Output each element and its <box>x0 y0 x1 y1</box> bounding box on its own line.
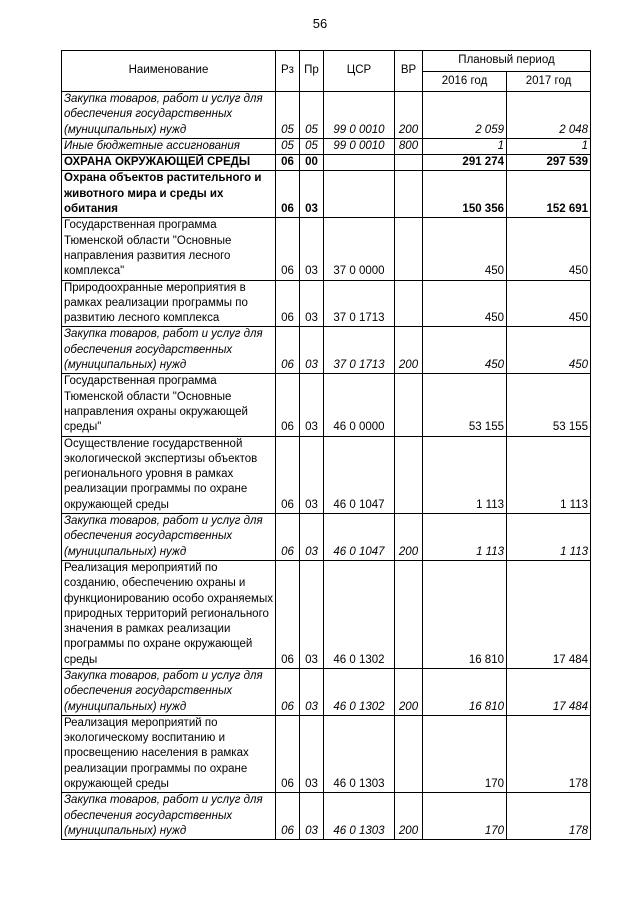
cell-csr: 46 0 1302 <box>324 560 395 668</box>
table-row <box>62 327 591 374</box>
cell-name: Государственная программа Тюменской области "Основные направления охраны окружающей среды" <box>62 374 276 436</box>
table-row <box>62 793 591 840</box>
header-csr: ЦСР <box>324 51 395 92</box>
cell-2017: 152 691 <box>507 171 591 218</box>
header-name: Наименование <box>62 51 276 92</box>
cell-2017: 450 <box>507 327 591 374</box>
cell-2017: 297 539 <box>507 155 591 171</box>
cell-vr <box>395 436 423 513</box>
cell-vr <box>395 155 423 171</box>
cell-2016: 150 356 <box>423 171 507 218</box>
cell-2016: 450 <box>423 327 507 374</box>
cell-csr <box>324 171 395 218</box>
cell-2017: 53 155 <box>507 374 591 436</box>
cell-vr <box>395 715 423 792</box>
table-row <box>62 560 591 668</box>
cell-csr: 99 0 0010 <box>324 92 395 139</box>
cell-vr <box>395 171 423 218</box>
cell-name: Закупка товаров, работ и услуг для обеспечения государственных (муниципальных) нужд <box>62 514 276 561</box>
cell-csr: 37 0 0000 <box>324 218 395 280</box>
cell-pr: 03 <box>300 280 324 327</box>
cell-name: Закупка товаров, работ и услуг для обеспечения государственных (муниципальных) нужд <box>62 92 276 139</box>
cell-name: Реализация мероприятий по экологическому воспитанию и просвещению населения в рамках реализации программы по охране окружающей среды <box>62 715 276 792</box>
table-row <box>62 668 591 715</box>
cell-vr <box>395 374 423 436</box>
cell-name: Государственная программа Тюменской области "Основные направления развития лесного комплекса" <box>62 218 276 280</box>
cell-2017: 17 484 <box>507 668 591 715</box>
cell-csr: 99 0 0010 <box>324 138 395 154</box>
cell-pr: 05 <box>300 92 324 139</box>
cell-2016: 170 <box>423 793 507 840</box>
cell-2017: 1 113 <box>507 436 591 513</box>
cell-name: Реализация мероприятий по созданию, обеспечению охраны и функционированию особо охраняемых природных территорий регионального значения в рамках реализации программы по охране окружающей среды <box>62 560 276 668</box>
cell-pr: 03 <box>300 715 324 792</box>
cell-2016: 16 810 <box>423 560 507 668</box>
cell-2017: 1 <box>507 138 591 154</box>
cell-vr <box>395 280 423 327</box>
cell-rz: 06 <box>276 514 300 561</box>
cell-2017: 178 <box>507 793 591 840</box>
header-plan-period: Плановый период <box>423 51 591 72</box>
cell-rz: 06 <box>276 218 300 280</box>
budget-table <box>61 50 591 840</box>
cell-vr: 200 <box>395 793 423 840</box>
cell-2016: 1 113 <box>423 436 507 513</box>
cell-pr: 00 <box>300 155 324 171</box>
cell-vr: 200 <box>395 327 423 374</box>
cell-2017: 450 <box>507 280 591 327</box>
cell-2017: 2 048 <box>507 92 591 139</box>
header-pr: Пр <box>300 51 324 92</box>
cell-2016: 170 <box>423 715 507 792</box>
cell-pr: 03 <box>300 436 324 513</box>
cell-rz: 06 <box>276 793 300 840</box>
cell-csr: 46 0 0000 <box>324 374 395 436</box>
cell-csr: 46 0 1302 <box>324 668 395 715</box>
header-vr: ВР <box>395 51 423 92</box>
cell-pr: 05 <box>300 138 324 154</box>
cell-csr: 46 0 1047 <box>324 514 395 561</box>
cell-pr: 03 <box>300 374 324 436</box>
cell-vr: 200 <box>395 514 423 561</box>
header-rz: Рз <box>276 51 300 92</box>
cell-vr <box>395 218 423 280</box>
cell-rz: 05 <box>276 138 300 154</box>
table-row <box>62 218 591 280</box>
table-row <box>62 715 591 792</box>
table-row <box>62 92 591 139</box>
cell-vr: 800 <box>395 138 423 154</box>
cell-2016: 53 155 <box>423 374 507 436</box>
cell-csr: 46 0 1303 <box>324 793 395 840</box>
cell-rz: 06 <box>276 327 300 374</box>
cell-rz: 06 <box>276 155 300 171</box>
cell-2016: 450 <box>423 218 507 280</box>
cell-csr <box>324 155 395 171</box>
cell-name: Закупка товаров, работ и услуг для обеспечения государственных (муниципальных) нужд <box>62 793 276 840</box>
cell-2016: 1 113 <box>423 514 507 561</box>
cell-pr: 03 <box>300 218 324 280</box>
cell-2016: 2 059 <box>423 92 507 139</box>
cell-csr: 46 0 1303 <box>324 715 395 792</box>
cell-2016: 291 274 <box>423 155 507 171</box>
cell-2017: 1 113 <box>507 514 591 561</box>
page-number: 56 <box>312 16 328 31</box>
cell-pr: 03 <box>300 793 324 840</box>
table-row <box>62 155 591 171</box>
cell-vr: 200 <box>395 668 423 715</box>
header-year-2017: 2017 год <box>507 72 591 92</box>
cell-2016: 450 <box>423 280 507 327</box>
cell-pr: 03 <box>300 560 324 668</box>
table-row <box>62 374 591 436</box>
cell-rz: 06 <box>276 171 300 218</box>
cell-name: Природоохранные мероприятия в рамках реализации программы по развитию лесного комплекса <box>62 280 276 327</box>
cell-name: Охрана объектов растительного и животного мира и среды их обитания <box>62 171 276 218</box>
table-row <box>62 514 591 561</box>
cell-name: Закупка товаров, работ и услуг для обеспечения государственных (муниципальных) нужд <box>62 668 276 715</box>
table-row <box>62 171 591 218</box>
cell-name: Осуществление государственной экологической экспертизы объектов регионального уровня в рамках реализации программы по охране окружающей среды <box>62 436 276 513</box>
cell-rz: 06 <box>276 436 300 513</box>
cell-2016: 16 810 <box>423 668 507 715</box>
header-year-2016: 2016 год <box>423 72 507 92</box>
table-row <box>62 280 591 327</box>
cell-rz: 06 <box>276 280 300 327</box>
cell-name: Закупка товаров, работ и услуг для обеспечения государственных (муниципальных) нужд <box>62 327 276 374</box>
cell-rz: 06 <box>276 560 300 668</box>
cell-csr: 37 0 1713 <box>324 280 395 327</box>
cell-csr: 37 0 1713 <box>324 327 395 374</box>
cell-pr: 03 <box>300 668 324 715</box>
cell-pr: 03 <box>300 327 324 374</box>
cell-vr <box>395 560 423 668</box>
cell-2017: 17 484 <box>507 560 591 668</box>
cell-pr: 03 <box>300 514 324 561</box>
cell-name: Иные бюджетные ассигнования <box>62 138 276 154</box>
table-row <box>62 436 591 513</box>
cell-2016: 1 <box>423 138 507 154</box>
cell-rz: 06 <box>276 374 300 436</box>
table-row <box>62 138 591 154</box>
cell-name: ОХРАНА ОКРУЖАЮЩЕЙ СРЕДЫ <box>62 155 276 171</box>
cell-rz: 06 <box>276 715 300 792</box>
cell-csr: 46 0 1047 <box>324 436 395 513</box>
cell-vr: 200 <box>395 92 423 139</box>
cell-rz: 06 <box>276 668 300 715</box>
cell-2017: 178 <box>507 715 591 792</box>
cell-rz: 05 <box>276 92 300 139</box>
cell-2017: 450 <box>507 218 591 280</box>
cell-pr: 03 <box>300 171 324 218</box>
